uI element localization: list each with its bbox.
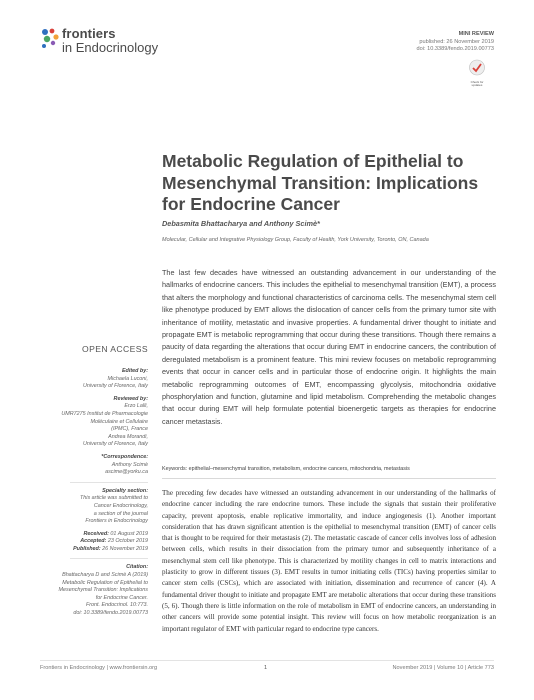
specialty-line: This article was submitted to xyxy=(79,495,148,502)
keywords-divider xyxy=(162,478,496,479)
reviewed-by-section xyxy=(40,396,148,449)
citation-line: Front. Endocrinol. 10:773. xyxy=(85,602,148,609)
reviewer-line[interactable]: Andrea Morandi, xyxy=(108,433,148,440)
edited-by-label: Edited by: xyxy=(121,368,148,374)
journal-name-line1: frontiers xyxy=(62,26,116,41)
published-date-sidebar: 26 November 2019 xyxy=(102,545,148,552)
keywords: Keywords: epithelial–mesenchymal transition, metabolism, endocrine cancers, mitochondria, metastasis xyxy=(162,466,410,472)
received-row xyxy=(40,531,148,539)
footer-journal-link[interactable]: Frontiers in Endocrinology | www.frontiersin.org xyxy=(40,665,158,671)
received-label: Received: xyxy=(83,530,109,537)
body-paragraph: The preceding few decades have witnessed an outstanding advancement in our understanding of the hallmarks of endocrine cancer including the rare endocrine tumors. These include the signals that sustain their proliferative capacity, prevent apoptosis, enable replicative immortality, and induce angiogenesis (1). Another important consideration that has drawn significant attention is the epithelial to mesenchymal transition (EMT) of cancer cells that is thought to be required for their metastasis (2). The metastatic cascade of cancer cells involves loss of adhesion between cells, which results in their dissociation from the primary tumor and subsequently inheritance of a mesenchymal stem cell like phenotype. This is characterized by motility changes in cell to matrix interactions and plasticity to grow in different tissues (3). EMT results in tumor initiating cells (TICs) having properties similar to cancer stem cells (CSCs), which are associated with initiation, dissemination and recurrence of cancer (4). A fundamental driver thought to initiate and propagate EMT are metabolic alterations that occur during these transitions (5, 6). Though there is little information on the role of metabolism in EMT of endocrine cancers, an understanding in other cancers will provide some potential insight. This review will focus on how metabolic reorganization is an important regulator of EMT with particular regard to endocrine type cancers. xyxy=(162,489,496,633)
editor-line[interactable]: Michaela Luconi, xyxy=(107,375,148,382)
article-title: Metabolic Regulation of Epithelial to Mesenchymal Transition: Implications for Endocrine Cancer xyxy=(162,151,479,214)
specialty-section xyxy=(40,488,148,526)
correspondence-section xyxy=(40,454,148,477)
reviewer-line: UMR7275 Institut de Pharmacologie xyxy=(61,410,148,417)
frontiers-logo-icon xyxy=(40,28,60,50)
citation-line: Mesenchymal Transition: Implications xyxy=(58,587,148,594)
reviewer-line[interactable]: Erzo Lalli, xyxy=(124,403,148,410)
citation-line: Metabolic Regulation of Epithelial to xyxy=(62,579,148,586)
sidebar-divider xyxy=(70,482,148,483)
correspondence-name: Anthony Scimè xyxy=(111,461,148,468)
published-date: published: 26 November 2019 xyxy=(419,38,494,45)
dates-section xyxy=(40,531,148,554)
badge-label-2: updates xyxy=(471,83,483,88)
journal-name-line2: in Endocrinology xyxy=(62,40,159,55)
check-for-updates-badge[interactable] xyxy=(467,59,487,88)
specialty-label: Specialty section: xyxy=(102,487,148,494)
published-row xyxy=(40,546,148,554)
correspondence-label: *Correspondence: xyxy=(101,453,148,460)
article-type: MINI REVIEW xyxy=(458,31,494,37)
citation-doi[interactable]: doi: 10.3389/fendo.2019.00773 xyxy=(73,610,148,617)
citation-label: Citation: xyxy=(126,564,148,571)
editor-line: University of Florence, Italy xyxy=(82,383,148,390)
footer-issue-info: November 2019 | Volume 10 | Article 773 xyxy=(392,665,494,671)
reviewer-line: University of Florence, Italy xyxy=(82,441,148,448)
article-authors: Debasmita Bhattacharya and Anthony Scimè* xyxy=(162,219,320,228)
accepted-label: Accepted: xyxy=(80,538,107,545)
badge-label-1: Check for xyxy=(470,80,484,84)
edited-by-section xyxy=(40,368,148,391)
sidebar xyxy=(40,344,148,623)
specialty-line: a section of the journal xyxy=(93,510,148,517)
check-updates-icon xyxy=(467,59,487,76)
citation-section xyxy=(40,564,148,617)
specialty-line: Cancer Endocrinology, xyxy=(93,502,148,509)
abstract: The last few decades have witnessed an outstanding advancement in our understanding of the hallmarks of endocrine cancers. This includes the epithelial to mesenchymal transition (EMT), a process that alters the morphology and functional characteristics of carcinoma cells. The mesenchymal stem cell like phenotype produced by EMT allows the dislocation of cancer cells from the primary tumor site with inheritance of motility, metastatic and invasive properties. A fundamental driver thought to initiate and propagate EMT is metabolic reprogramming that occur during these transitions. Though there remains a paucity of data regarding the alterations that occur during EMT in endocrine cancers, the contribution of deregulated metabolism is a prominent feature. This mini review focuses on metabolic reprogramming events that occur in cancer cells and in particular those of endocrine origin. It highlights the main metabolic reprogramming outcomes of EMT, encompassing glycolysis, mitochondria oxidative phosphorylation and function, glutamine and lipid metabolism. Comprehending the metabolic changes that occur during EMT will help formulate potential bioenergetic targets as therapies for endocrine cancer metastasis. xyxy=(162,268,496,426)
reviewed-by-label: Reviewed by: xyxy=(113,395,148,402)
citation-line: Bhattacharya D and Scimè A (2019) xyxy=(62,572,148,579)
author-affiliation: Molecular, Cellular and Integrative Physiology Group, Faculty of Health, York University, Toronto, ON, Canada xyxy=(162,237,429,243)
specialty-line: Frontiers in Endocrinology xyxy=(85,518,148,525)
accepted-row xyxy=(40,538,148,546)
accepted-date: 23 October 2019 xyxy=(107,538,148,545)
citation-line: for Endocrine Cancer. xyxy=(95,594,148,601)
sidebar-divider xyxy=(70,558,148,559)
received-date: 01 August 2019 xyxy=(110,530,148,537)
footer-divider xyxy=(40,660,494,661)
reviewer-line: Moléculaire et Cellulaire xyxy=(90,418,148,425)
page-number: 1 xyxy=(264,665,268,671)
published-label: Published: xyxy=(73,545,101,552)
journal-logo[interactable] xyxy=(40,26,170,60)
open-access-label: OPEN ACCESS xyxy=(81,344,148,354)
doi[interactable]: doi: 10.3389/fendo.2019.00773 xyxy=(416,46,494,53)
correspondence-email[interactable]: ascime@yorku.ca xyxy=(105,469,148,476)
article-meta xyxy=(417,31,494,54)
reviewer-line: (IPMC), France xyxy=(111,426,148,433)
